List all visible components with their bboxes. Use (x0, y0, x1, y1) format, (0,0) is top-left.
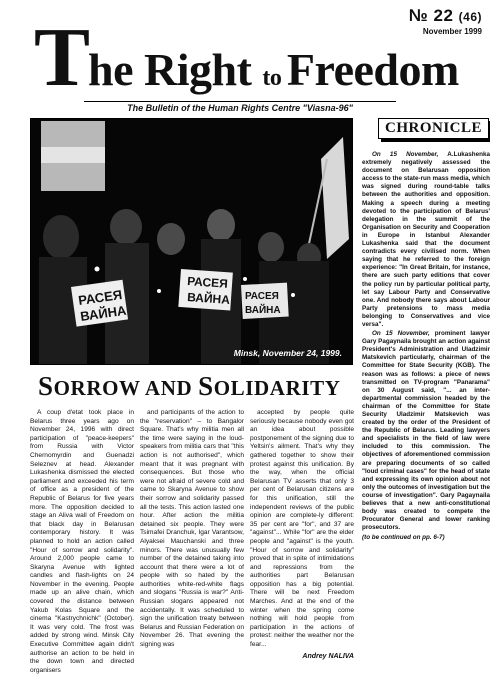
placard-2-line2: ВАЙНА (186, 290, 231, 307)
placard-1-line1: РАСЕЯ (77, 286, 123, 308)
article-body (30, 409, 355, 681)
chronicle-heading: CHRONICLE (378, 118, 489, 139)
protest-photo-image (31, 119, 353, 365)
placard-1-line2: ВАЙНА (79, 302, 128, 324)
masthead-initial: T (34, 11, 91, 104)
chronicle-entry: On 15 November, prominent lawyer Gary Pagaynaila brought an action against President's Administration and Uladzimir Matskevich particularly, chairman of the Committee for State Security (KGB). The reason was as follows: a piece of news transmitted on TV-program "Panarama" on 30 August said, "... an inter-departmental commission headed by the chairman of the Committee for State Security Uladzimir Matskevich was created by the order of the President of the Republic of Belarus. Leading lawyers and specialists in the field of law were included to this commission. The objectives of aforementioned commission are preparing documents of so called "loud criminal cases" for the head of state and expressing its own opinion about not only the outcomes of investigation but the course of investigation". Gary Pagaynaila believes that a new anti-constitutional body was created to compete the Procurator General and lower ranking prosecutors. (362, 330, 490, 532)
article-headline: SORROW AND SOLIDARITY (38, 371, 341, 401)
bulletin-subtitle: The Bulletin of the Human Rights Centre "Viasna-96" (84, 101, 396, 113)
article-column-2: and participants of the action to the "reservation" – to Bangalor Square. That's why militia men all the time were saying in the loud-speakers from militia cars that "this action is not authorised", which meant that it was pregnant with consequences. But those who were not afraid of severe cold and came to Skaryna Avenue to show their sorrow and solidarity passed all the tests. This action lasted one hour. After action the militia detained six people. They were Tsimafei Dranchuk, Igar Varantsow, Alyaksei Mauchanski and three minors. There was unusually few number of the detained taking into account that there were a lot of people with so hated by the authorities white-red-white flags and slogans "Russia is war?" Anti-Russian slogans appeared not accidentally. It was scheduled to sign the unification treaty between Belarus and Russian Federation on November 26. That evening the signing was (140, 409, 244, 649)
chronicle-entry: On 15 November, A.Lukashenka extremely negatively assessed the document on Belarusan opposition access to the state-run mass media, which was signed during round-table talks between the authorities and opposition. Making a speech during a meeting devoted to the participation of Belarus' delegation in the summit of the Organisation on Security and Cooperation in Europe in Istanbul Alexander Lukashenka said that the document contradicts every civilised norm. When saying that he referred to the foreign experience: "In Great Britain, for instance, there are such party editions that cover the policy run by particular political party, let say Labour Party and Conservative one. And nobody there says about Labour Party pretensions to mass media belonging to Conservatives and vice versa". (362, 151, 490, 328)
protest-photo (30, 118, 353, 365)
placard-3-line2: ВАЙНА (245, 305, 281, 316)
article-column-3: accepted by people quite seriously because nobody even got an idea about possible postponement of the signing due to Yeltsin's ailment. That's why they gathered together to show their protest against this unification. By the way, when the official Belarusan TV asserts that only 3 per cent of Belarusan citizens are for this unification, still the independent reviews of the public opinion are complete-ly different: 35 per cent are "for", and 37 are "against"... While "for" are the elder people and "against" is the youth. "Hour of sorrow and solidarity" proved that in spite of intimidations and repressions from the authorities part Belarusan opposition has a big potential. There will be next Freedom Marches. And at the end of the winter when the spring come nothing will hold people from participation in the actions of protest: neither the weather nor the fear... Andrey NALIVA (250, 409, 354, 660)
placard-3-line1: РАСЕЯ (245, 291, 279, 302)
issue-number: № 22 (46) (408, 6, 482, 25)
chronicle-sidebar (362, 118, 490, 678)
masthead-words: he Right to Freedom (88, 44, 459, 95)
continued-note: (to be continued on pp. 6-7) (362, 534, 445, 542)
article-author: Andrey NALIVA (302, 652, 354, 660)
photo-caption: Minsk, November 24, 1999. (233, 348, 342, 358)
placard-2-line1: РАСЕЯ (186, 274, 229, 291)
article-column-1: A coup d'etat took place in Belarus three years ago on November 24, 1996 with direct participation of "peace-keepers" from Russia with Victor Chernomyrdin and Guenadzi Seleznev at head. Alexander Lukashenka dismissed the elected parliament and exceeded his term of office as a president of the Republic of Belarus for five years more. The opposition decided to stage an Aliva wall of Freedom on that black day in Belarusan contemporary history. It was planned to hold an action called "Hour of sorrow and solidarity". Around 2,000 people came to Skaryna Avenue with lighted candles and flash-lights on 24 November in the evening. People made up an alive chain, which covered the distance between Yakub Kolas Square and the cinema "Kastrychnichk" (October). It was very cold. The frost was added by strong wind. Minsk City Executive Committee again didn't authorise an action to be held in the down town and directed organisers (30, 409, 134, 674)
issue-date: November 1999 (422, 27, 482, 36)
chronicle-body (362, 151, 490, 543)
